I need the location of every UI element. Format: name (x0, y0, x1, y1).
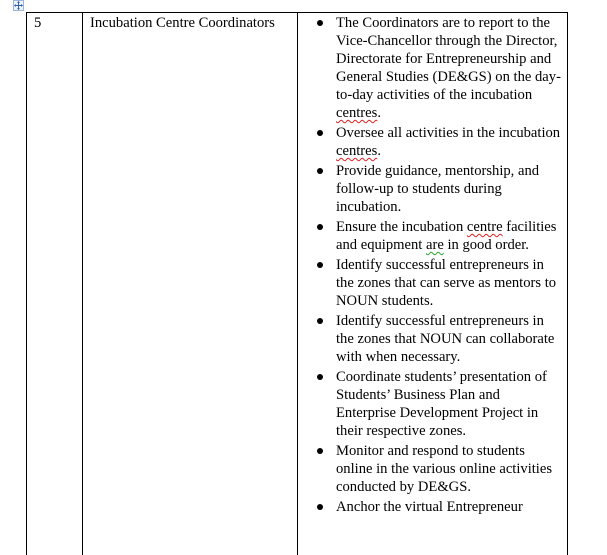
duty-text: in good order. (443, 237, 529, 253)
bullet-icon (317, 130, 323, 136)
four-way-arrow-icon (14, 1, 23, 10)
spelling-flagged-word: centres (336, 105, 378, 121)
bullet-icon (317, 504, 323, 510)
duty-item (298, 14, 567, 122)
bullet-icon (317, 20, 323, 26)
duty-text: Identify successful entrepreneurs in the zones that can serve as mentors to NOUN students. (336, 257, 557, 309)
duties-cell[interactable] (298, 13, 568, 555)
duty-text: . (377, 143, 381, 159)
duty-text: Monitor and respond to students online in the various online activities conducted by DE&GS. (336, 443, 553, 495)
role-cell[interactable] (83, 13, 298, 555)
bullet-icon (317, 318, 323, 324)
duty-item (298, 162, 567, 216)
duty-text: Identify successful entrepreneurs in the zones that NOUN can collaborate with when necessary. (336, 313, 555, 365)
duty-item (298, 218, 567, 254)
duty-item (298, 442, 567, 496)
table-row (27, 13, 568, 555)
bullet-icon (317, 168, 323, 174)
duty-text: . (377, 105, 381, 121)
responsibilities-table (26, 12, 568, 555)
duty-text: facilities and equipment (336, 219, 557, 253)
duty-item (298, 368, 567, 440)
bullet-icon (317, 224, 323, 230)
bullet-icon (317, 262, 323, 268)
bullet-icon (317, 448, 323, 454)
spelling-flagged-word: centre (466, 219, 503, 235)
duties-list (298, 13, 567, 516)
duty-text: Ensure the incubation (336, 219, 467, 235)
table-move-handle[interactable] (13, 0, 24, 11)
duty-item (298, 256, 567, 310)
spelling-flagged-word: centres (336, 143, 378, 159)
duty-text: Provide guidance, mentorship, and follow-up to students during incubation. (336, 163, 540, 215)
row-number-cell[interactable] (27, 13, 83, 555)
duty-text: Anchor the virtual Entrepreneur (336, 499, 523, 515)
duty-text: Coordinate students’ presentation of Students’ Business Plan and Enterprise Development Project in their respective zones. (336, 369, 547, 439)
duty-text: The Coordinators are to report to the Vice-Chancellor through the Director, Directorate for Entrepreneurship and General Studies (DE&GS) on the day-to-day activities of the incubation (336, 15, 561, 103)
row-number: 5 (34, 15, 42, 31)
duty-item (298, 124, 567, 160)
duty-item (298, 498, 567, 516)
role-title: Incubation Centre Coordinators (90, 15, 275, 31)
duty-text: Oversee all activities in the incubation (336, 125, 561, 141)
duty-item (298, 312, 567, 366)
grammar-flagged-word: are (425, 237, 444, 253)
bullet-icon (317, 374, 323, 380)
